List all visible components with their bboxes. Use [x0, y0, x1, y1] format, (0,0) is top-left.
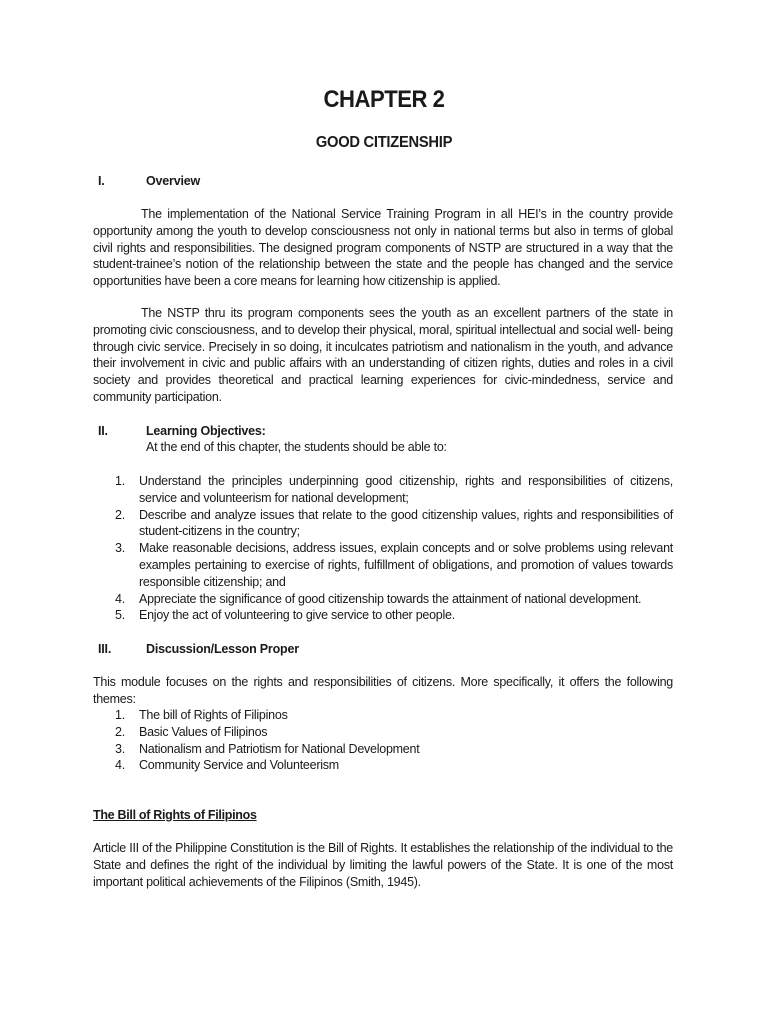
list-item: [93, 707, 673, 724]
overview-paragraph-1: [93, 206, 673, 290]
list-item-number: 3.: [115, 541, 125, 556]
list-item-number: 2.: [115, 507, 125, 522]
bill-of-rights-heading: The Bill of Rights of Filipinos: [93, 808, 257, 822]
list-item-number: 3.: [115, 741, 125, 756]
bill-of-rights-paragraph: Article III of the Philippine Constitution is the Bill of Rights. It establishes the relationship of the individual to the State and defines the right of the individual by limiting the lawful powers of the State. It is one of the most important political achievements of the Filipinos (Smith, 1945).: [93, 841, 673, 889]
list-item-text: Describe and analyze issues that relate to the good citizenship values, rights and responsibilities of student-citizens in the country;: [139, 507, 673, 539]
section-number: III.: [98, 642, 112, 656]
list-item-text: Community Service and Volunteerism: [139, 758, 339, 773]
list-item: [93, 741, 673, 758]
list-item-text: Enjoy the act of volunteering to give service to other people.: [139, 608, 455, 623]
themes-list: [93, 707, 673, 774]
list-item: [93, 724, 673, 741]
objectives-list: [93, 473, 673, 624]
list-item-number: 1.: [115, 474, 125, 488]
list-item: [93, 757, 673, 774]
overview-paragraph-1-text: The implementation of the National Service Training Program in all HEI’s in the country provide opportunity among the youth to develop consciousness not only in national terms but also in terms of global civil rights and responsibilities. The designed program components of NSTP are structured in a way that the student-trainee’s notion of the relationship between the state and the people has changed and the service opportunities have been a core means for learning how citizenship is applied.: [93, 207, 673, 289]
objectives-intro: At the end of this chapter, the students should be able to:: [146, 440, 447, 454]
list-item-text: Appreciate the significance of good citizenship towards the attainment of national development.: [139, 591, 642, 606]
section-number: II.: [98, 424, 108, 438]
list-item-text: Nationalism and Patriotism for National Development: [139, 741, 420, 756]
list-item-number: 2.: [115, 724, 125, 739]
list-item-text: Understand the principles underpinning good citizenship, rights and responsibilities of citizens, service and volunteerism for national development;: [139, 474, 673, 505]
list-item-text: Basic Values of Filipinos: [139, 724, 268, 739]
list-item: [93, 591, 673, 608]
section-number: I.: [98, 174, 105, 188]
overview-paragraph-2: [93, 305, 673, 406]
list-item-number: 4.: [115, 591, 125, 606]
section-label: Overview: [146, 174, 200, 188]
chapter-subtitle: GOOD CITIZENSHIP: [315, 134, 453, 151]
list-item: [93, 473, 673, 507]
list-item: [93, 507, 673, 541]
list-item: [93, 607, 673, 624]
discussion-intro: This module focuses on the rights and responsibilities of citizens. More specifically, it offers the following themes:: [93, 675, 673, 706]
list-item-number: 5.: [115, 608, 125, 623]
list-item-number: 1.: [115, 708, 125, 722]
list-item-number: 4.: [115, 758, 125, 773]
chapter-title: CHAPTER 2: [323, 86, 445, 113]
section-label: Learning Objectives:: [146, 424, 266, 438]
list-item-text: The bill of Rights of Filipinos: [139, 708, 288, 722]
list-item: [93, 540, 673, 590]
section-label: Discussion/Lesson Proper: [146, 642, 299, 656]
list-item-text: Make reasonable decisions, address issues, explain concepts and or solve problems using relevant examples pertaining to exercise of rights, fulfillment of obligations, and promotion of values towards responsible citizenship; and: [139, 541, 673, 589]
overview-paragraph-2-text: The NSTP thru its program components sees the youth as an excellent partners of the state in promoting civic consciousness, and to develop their physical, moral, spiritual intellectual and social well- being through civic service. Precisely in so doing, it inculcates patriotism and nationalism in the youth, and advance their involvement in civic and public affairs with an understanding of citizen rights, duties and roles in a civil society and provides theoretical and practical learning experiences for civic-mindedness, service and community participation.: [93, 306, 673, 404]
